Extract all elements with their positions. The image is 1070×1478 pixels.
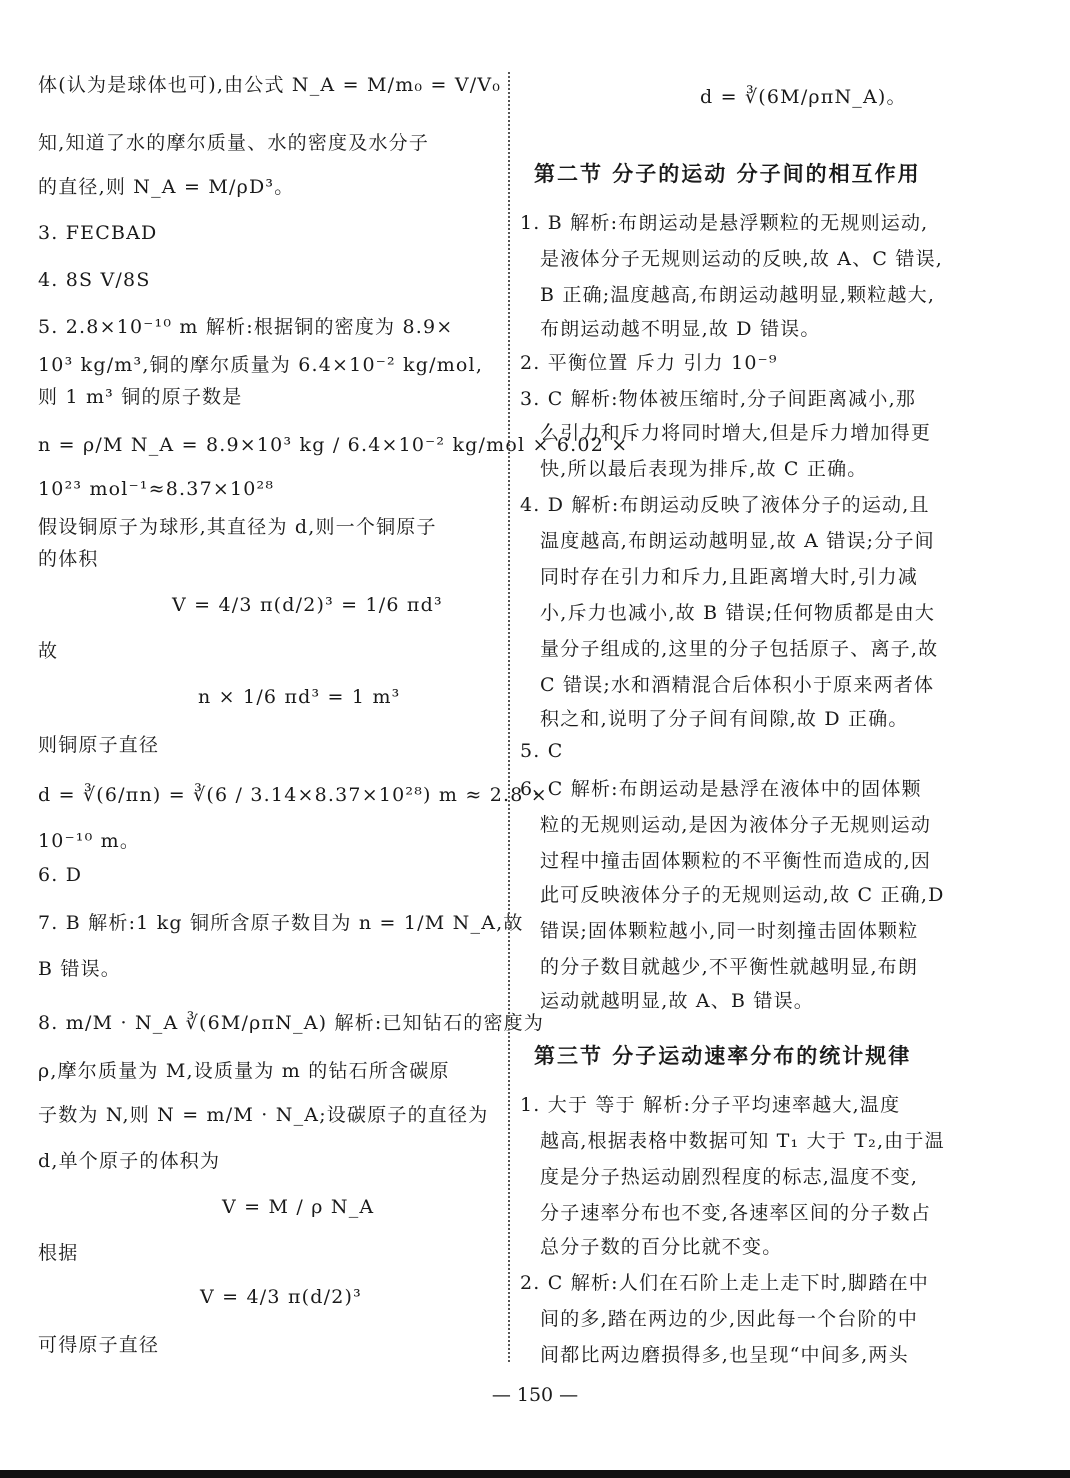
text-line: 间的多,踏在两边的少,因此每一个台阶的中 bbox=[540, 1308, 919, 1330]
text-line: 此可反映液体分子的无规则运动,故 C 正确,D bbox=[540, 884, 945, 906]
text-line: 粒的无规则运动,是因为液体分子无规则运动 bbox=[540, 814, 932, 836]
formula-line: V = 4/3 π(d/2)³ = 1/6 πd³ bbox=[172, 594, 443, 616]
text-line: 错误;固体颗粒越小,同一时刻撞击固体颗粒 bbox=[540, 920, 919, 942]
text-line: 的体积 bbox=[38, 548, 99, 570]
formula-line: n = ρ/M N_A = 8.9×10³ kg / 6.4×10⁻² kg/mol × 6.02 × bbox=[38, 434, 629, 456]
text-line: 的分子数目就越少,不平衡性就越明显,布朗 bbox=[540, 956, 919, 978]
text-line: 10⁻¹⁰ m。 bbox=[38, 830, 141, 852]
text-line: 故 bbox=[38, 640, 59, 662]
text-line: 间都比两边磨损得多,也呈现“中间多,两头 bbox=[540, 1344, 909, 1366]
answer-7: 7. B 解析:1 kg 铜所含原子数目为 n = 1/M N_A,故 bbox=[38, 912, 524, 934]
section-title: 第二节 分子的运动 分子间的相互作用 bbox=[534, 162, 921, 186]
text-line: 根据 bbox=[38, 1242, 79, 1264]
text-line: 体(认为是球体也可),由公式 N_A = M/m₀ = V/V₀ bbox=[38, 74, 502, 96]
text-line: 假设铜原子为球形,其直径为 d,则一个铜原子 bbox=[38, 516, 437, 538]
answer-1: 1. B 解析:布朗运动是悬浮颗粒的无规则运动, bbox=[520, 212, 929, 234]
text-line: 是液体分子无规则运动的反映,故 A、C 错误, bbox=[540, 248, 944, 270]
text-line: 则 1 m³ 铜的原子数是 bbox=[38, 386, 243, 408]
text-line: 量分子组成的,这里的分子包括原子、离子,故 bbox=[540, 638, 939, 660]
text-line: 子数为 N,则 N = m/M · N_A;设碳原子的直径为 bbox=[38, 1104, 489, 1126]
answer-2: 2. 平衡位置 斥力 引力 10⁻⁹ bbox=[520, 352, 778, 374]
answer-6: 6. D bbox=[38, 864, 83, 886]
text-line: 积之和,说明了分子间有间隙,故 D 正确。 bbox=[540, 708, 909, 730]
answer-3: 3. FECBAD bbox=[38, 222, 158, 244]
text-line: 的直径,则 N_A = M/ρD³。 bbox=[38, 176, 295, 198]
text-line: ρ,摩尔质量为 M,设质量为 m 的钻石所含碳原 bbox=[38, 1060, 450, 1082]
column-divider bbox=[508, 72, 510, 1362]
answer-5: 5. 2.8×10⁻¹⁰ m 解析:根据铜的密度为 8.9× bbox=[38, 316, 454, 338]
formula-line: d = ∛(6M/ρπN_A)。 bbox=[700, 86, 907, 108]
page-number: — 150 — bbox=[491, 1384, 579, 1406]
scan-edge bbox=[0, 1470, 1070, 1478]
formula-line: V = M / ρ N_A bbox=[222, 1196, 375, 1218]
text-line: B 错误。 bbox=[38, 958, 122, 980]
text-line: C 错误;水和酒精混合后体积小于原来两者体 bbox=[540, 674, 935, 696]
text-line: d,单个原子的体积为 bbox=[38, 1150, 221, 1172]
text-line: 么引力和斥力将同时增大,但是斥力增加得更 bbox=[540, 422, 932, 444]
text-line: 越高,根据表格中数据可知 T₁ 大于 T₂,由于温 bbox=[540, 1130, 945, 1152]
answer-3: 3. C 解析:物体被压缩时,分子间距离减小,那 bbox=[520, 388, 917, 410]
text-line: 布朗运动越不明显,故 D 错误。 bbox=[540, 318, 821, 340]
formula-line: n × 1/6 πd³ = 1 m³ bbox=[198, 686, 401, 708]
formula-line: V = 4/3 π(d/2)³ bbox=[200, 1286, 362, 1308]
text-line: 分子速率分布也不变,各速率区间的分子数占 bbox=[540, 1202, 932, 1224]
text-line: 则铜原子直径 bbox=[38, 734, 160, 756]
text-line: B 正确;温度越高,布朗运动越明显,颗粒越大, bbox=[540, 284, 936, 306]
answer-1: 1. 大于 等于 解析:分子平均速率越大,温度 bbox=[520, 1094, 901, 1116]
text-line: 知,知道了水的摩尔质量、水的密度及水分子 bbox=[38, 132, 430, 154]
text-line: 10³ kg/m³,铜的摩尔质量为 6.4×10⁻² kg/mol, bbox=[38, 354, 484, 376]
answer-4: 4. 8S V/8S bbox=[38, 269, 151, 291]
answer-5: 5. C bbox=[520, 740, 564, 762]
text-line: 度是分子热运动剧烈程度的标志,温度不变, bbox=[540, 1166, 919, 1188]
text-line: 快,所以最后表现为排斥,故 C 正确。 bbox=[540, 458, 868, 480]
text-line: 总分子数的百分比就不变。 bbox=[540, 1236, 783, 1258]
text-line: 可得原子直径 bbox=[38, 1334, 160, 1356]
text-line: 温度越高,布朗运动越明显,故 A 错误;分子间 bbox=[540, 530, 935, 552]
answer-4: 4. D 解析:布朗运动反映了液体分子的运动,且 bbox=[520, 494, 930, 516]
text-line: 小,斥力也减小,故 B 错误;任何物质都是由大 bbox=[540, 602, 936, 624]
text-line: 同时存在引力和斥力,且距离增大时,引力减 bbox=[540, 566, 919, 588]
answer-2: 2. C 解析:人们在石阶上走上走下时,脚踏在中 bbox=[520, 1272, 929, 1294]
answer-6: 6. C 解析:布朗运动是悬浮在液体中的固体颗 bbox=[520, 778, 922, 800]
answer-8: 8. m/M · N_A ∛(6M/ρπN_A) 解析:已知钻石的密度为 bbox=[38, 1012, 545, 1034]
text-line: 10²³ mol⁻¹≈8.37×10²⁸ bbox=[38, 478, 275, 500]
formula-line: d = ∛(6/πn) = ∛(6 / 3.14×8.37×10²⁸) m ≈ 2.8 × bbox=[38, 784, 548, 806]
text-line: 过程中撞击固体颗粒的不平衡性而造成的,因 bbox=[540, 850, 932, 872]
section-title: 第三节 分子运动速率分布的统计规律 bbox=[534, 1044, 912, 1068]
text-line: 运动就越明显,故 A、B 错误。 bbox=[540, 990, 815, 1012]
